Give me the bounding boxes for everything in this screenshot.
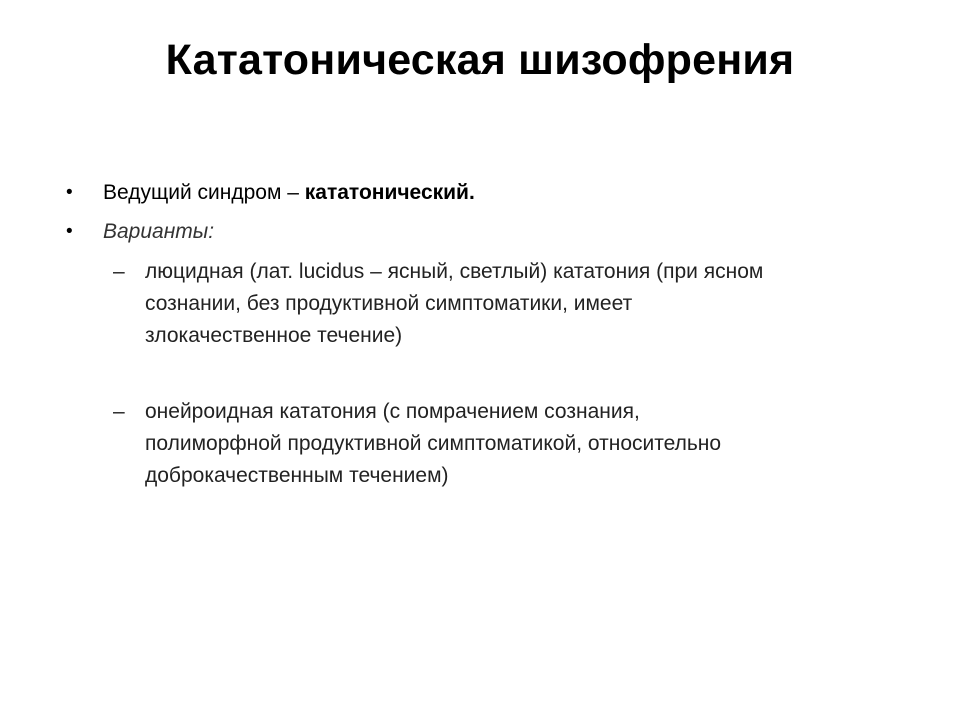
sub-item-text: [145, 256, 903, 352]
text-line: злокачественное течение): [145, 324, 403, 347]
text-line: полиморфной продуктивной симптоматикой, относительно: [145, 432, 722, 455]
slide-title: Кататоническая шизофрения: [165, 36, 795, 84]
bullet-text: Варианты:: [103, 220, 215, 243]
bullet-marker: •: [66, 221, 73, 242]
bullet-text-bold: кататонический.: [304, 181, 475, 204]
dash-marker: –: [113, 400, 125, 423]
text-line: онейроидная кататония (с помрачением сознания,: [145, 400, 640, 423]
text-line: люцидная (лат. lucidus – ясный, светлый) кататония (при ясном: [145, 260, 764, 283]
text-line: доброкачественным течением): [145, 464, 449, 487]
dash-marker: –: [113, 260, 125, 283]
bullet-marker: •: [66, 182, 73, 203]
text-line: сознании, без продуктивной симптоматики, имеет: [145, 292, 633, 315]
sub-item-text: [145, 396, 903, 492]
bullet-text-prefix: Ведущий синдром –: [103, 181, 305, 204]
bullet-text: [103, 179, 475, 207]
